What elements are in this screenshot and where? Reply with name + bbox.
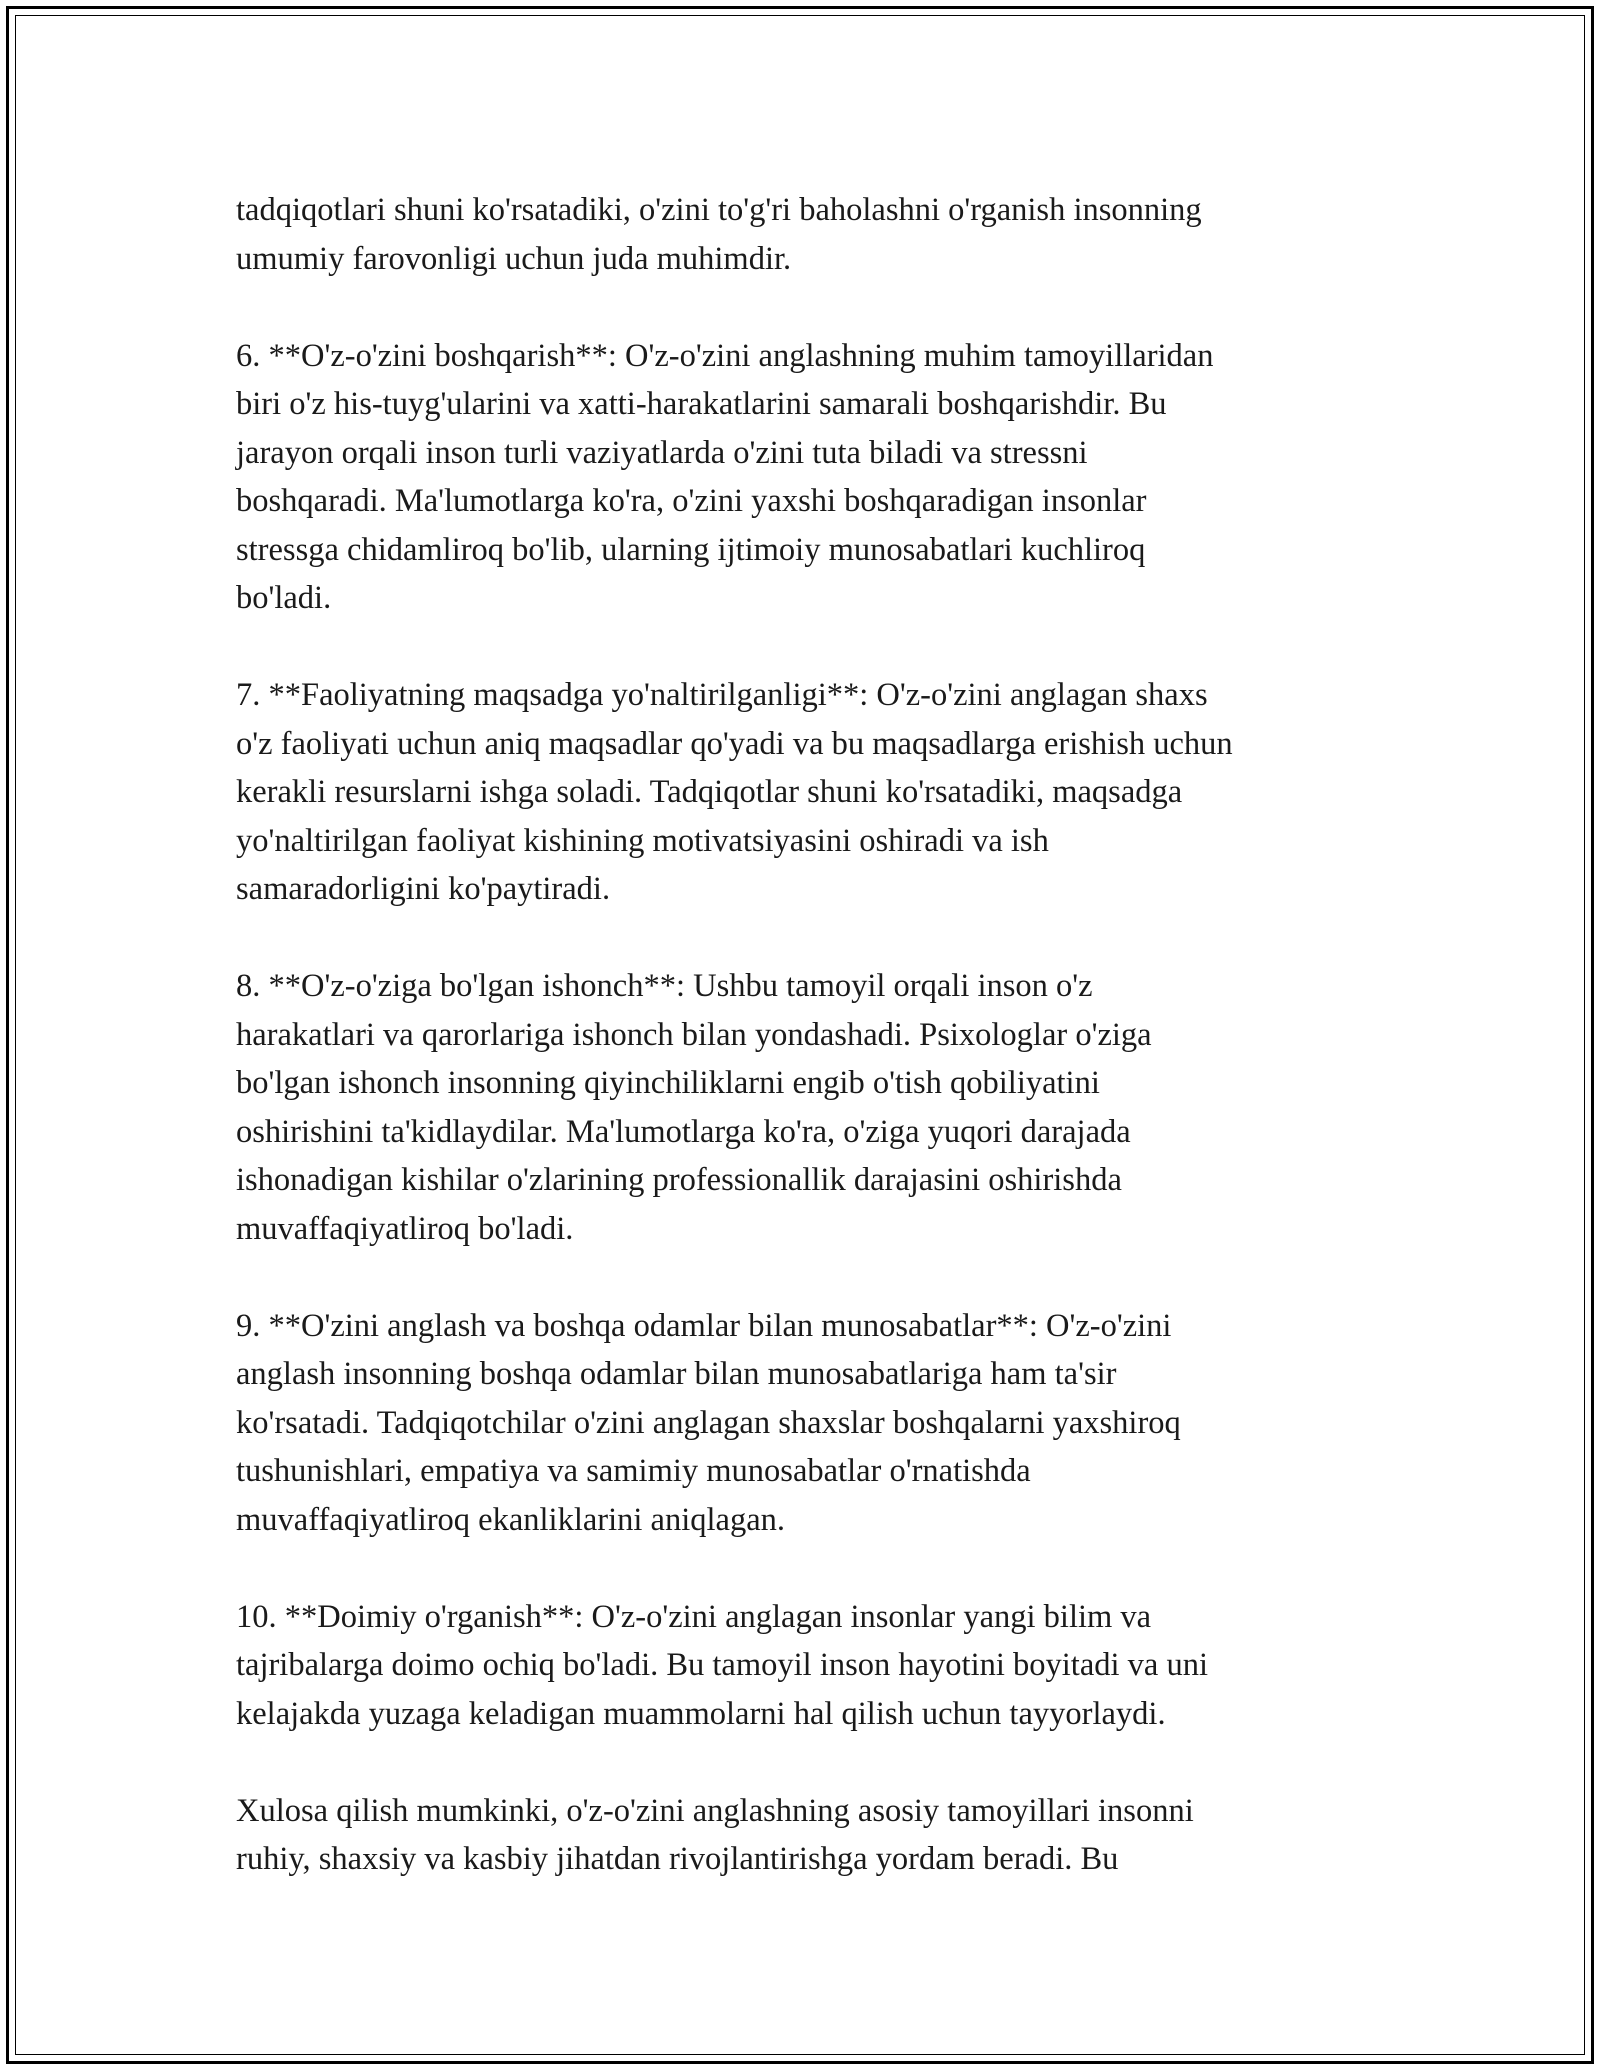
text-line: tadqiqotlari shuni ko'rsatadiki, o'zini to'g'ri baholashni o'rganish insonning bbox=[236, 192, 1202, 228]
text-line: kerakli resurslarni ishga soladi. Tadqiqotlar shuni ko'rsatadiki, maqsadga bbox=[236, 774, 1183, 810]
text-line: jarayon orqali inson turli vaziyatlarda o'zini tuta biladi va stressni bbox=[236, 434, 1088, 471]
text-line: tajribalarga doimo ochiq bo'ladi. Bu tamoyil inson hayotini boyitadi va uni bbox=[236, 1647, 1208, 1683]
paragraph-item-10 bbox=[236, 1593, 1366, 1739]
text-line: tushunishlari, empatiya va samimiy munosabatlar o'rnatishda bbox=[236, 1453, 1031, 1489]
text-line: muvaffaqiyatliroq bo'ladi. bbox=[236, 1210, 574, 1247]
text-line: anglash insonning boshqa odamlar bilan munosabatlariga ham ta'sir bbox=[236, 1356, 1117, 1392]
text-line: 10. **Doimiy o'rganish**: O'z-o'zini anglagan insonlar yangi bilim va bbox=[236, 1598, 1152, 1635]
paragraph-item-6 bbox=[236, 332, 1366, 623]
text-line: yo'naltirilgan faoliyat kishining motivatsiyasini oshiradi va ish bbox=[236, 822, 1049, 859]
text-line: Xulosa qilish mumkinki, o'z-o'zini anglashning asosiy tamoyillari insonni bbox=[236, 1792, 1194, 1829]
text-line: ishonadigan kishilar o'zlarining professionallik darajasini oshirishda bbox=[236, 1162, 1122, 1198]
paragraph-item-7 bbox=[236, 671, 1366, 914]
text-line: umumiy farovonligi uchun juda muhimdir. bbox=[236, 240, 792, 277]
text-line: kelajakda yuzaga keladigan muammolarni hal qilish uchun tayyorlaydi. bbox=[236, 1695, 1166, 1732]
text-line: samaradorligini ko'paytiradi. bbox=[236, 871, 611, 907]
paragraph-conclusion bbox=[236, 1787, 1366, 1884]
text-line: ko'rsatadi. Tadqiqotchilar o'zini anglagan shaxslar boshqalarni yaxshiroq bbox=[236, 1404, 1181, 1441]
text-line: 9. **O'zini anglash va boshqa odamlar bilan munosabatlar**: O'z-o'zini bbox=[236, 1307, 1172, 1344]
text-line: harakatlari va qarorlariga ishonch bilan yondashadi. Psixologlar o'ziga bbox=[236, 1016, 1152, 1053]
paragraph-item-8 bbox=[236, 962, 1366, 1253]
text-line: o'z faoliyati uchun aniq maqsadlar qo'yadi va bu maqsadlarga erishish uchun bbox=[236, 725, 1233, 762]
text-line: oshirishini ta'kidlaydilar. Ma'lumotlarga ko'ra, o'ziga yuqori darajada bbox=[236, 1113, 1131, 1150]
text-line: 8. **O'z-o'ziga bo'lgan ishonch**: Ushbu tamoyil orqali inson o'z bbox=[236, 968, 1093, 1004]
text-line: bo'lgan ishonch insonning qiyinchiliklarni engib o'tish qobiliyatini bbox=[236, 1065, 1100, 1101]
text-line: muvaffaqiyatliroq ekanliklarini aniqlagan. bbox=[236, 1501, 786, 1538]
text-line: stressga chidamliroq bo'lib, ularning ijtimoiy munosabatlari kuchliroq bbox=[236, 531, 1146, 568]
text-line: biri o'z his-tuyg'ularini va xatti-harakatlarini samarali boshqarishdir. Bu bbox=[236, 386, 1167, 422]
text-line: bo'ladi. bbox=[236, 580, 332, 616]
text-line: 6. **O'z-o'zini boshqarish**: O'z-o'zini anglashning muhim tamoyillaridan bbox=[236, 337, 1214, 374]
paragraph-intro-continuation bbox=[236, 186, 1366, 283]
document-body bbox=[236, 186, 1366, 1884]
paragraph-item-9 bbox=[236, 1302, 1366, 1545]
text-line: boshqaradi. Ma'lumotlarga ko'ra, o'zini yaxshi boshqaradigan insonlar bbox=[236, 483, 1147, 519]
text-line: 7. **Faoliyatning maqsadga yo'naltirilganligi**: O'z-o'zini anglagan shaxs bbox=[236, 677, 1208, 713]
text-line: ruhiy, shaxsiy va kasbiy jihatdan rivojlantirishga yordam beradi. Bu bbox=[236, 1841, 1119, 1877]
